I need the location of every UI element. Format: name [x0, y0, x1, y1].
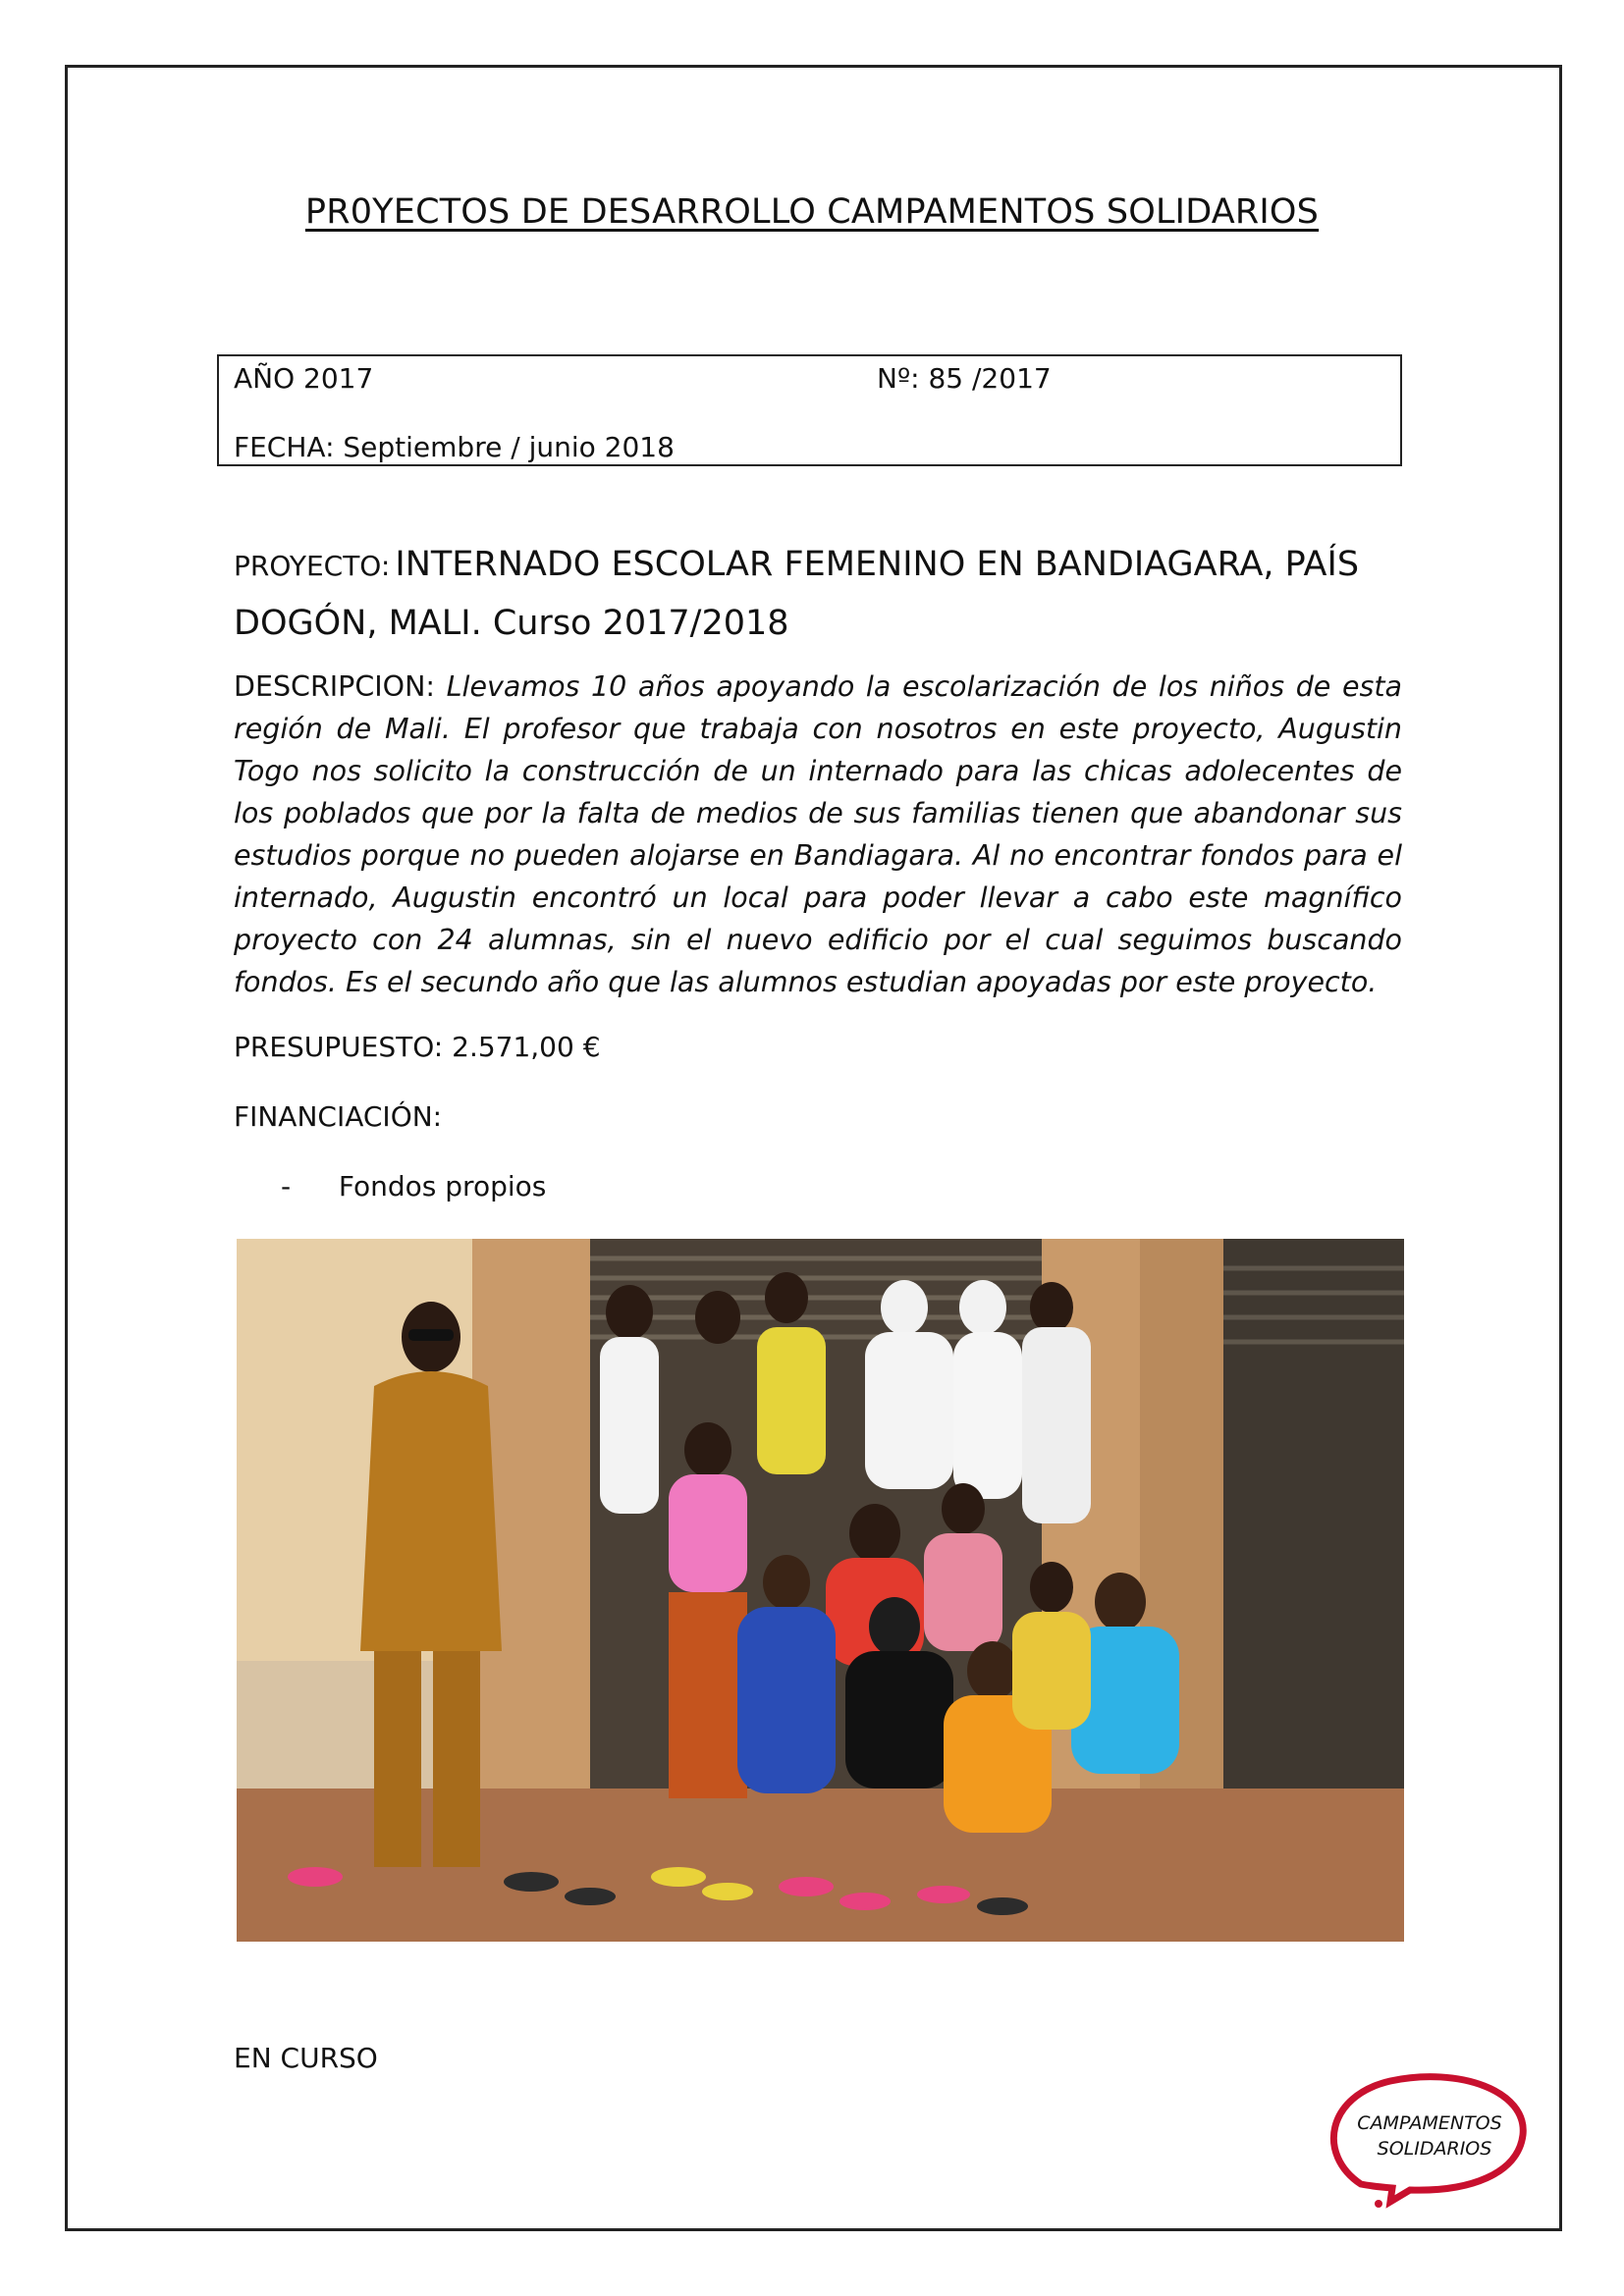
- document-title: PR0YECTOS DE DESARROLLO CAMPAMENTOS SOLIDARIOS: [304, 192, 1320, 232]
- project-name: INTERNADO ESCOLAR FEMENINO EN BANDIAGARA, PAÍS DOGÓN, MALI. Curso 2017/2018: [234, 545, 1360, 643]
- group-photo-illustration: [237, 1239, 1404, 1942]
- logo-mark: [1322, 2066, 1538, 2209]
- project-heading: [234, 538, 1402, 656]
- funding-bullet: -: [281, 1170, 292, 1202]
- group-photo: [237, 1239, 1404, 1942]
- description-paragraph: [234, 666, 1402, 1003]
- project-label: PROYECTO:: [234, 550, 391, 582]
- funding-list-item: [281, 1170, 546, 1202]
- description-text: Llevamos 10 años apoyando la escolarización de los niños de esta región de Mali. El profesor que trabaja con nosotros en este proyecto, Augustin Togo nos solicito la construcción de un internado para las chicas adolecentes de los poblados que por la falta de medios de sus familias tienen que abandonar sus estudios porque no pueden alojarse en Bandiagara. Al no encontrar fondos para el internado, Augustin encontró un local para poder llevar a cabo este magnífico proyecto con 24 alumnas, sin el nuevo edificio por el cual seguimos buscando fondos. Es el secundo año que las alumnos estudian apoyadas por este proyecto.: [234, 670, 1403, 998]
- meta-box: [217, 354, 1402, 466]
- funding-item-text: Fondos propios: [338, 1170, 547, 1202]
- meta-year: AÑO 2017: [234, 362, 374, 395]
- meta-number: Nº: 85 /2017: [877, 362, 1052, 395]
- budget-line: PRESUPUESTO: 2.571,00 €: [234, 1031, 601, 1063]
- description-label: DESCRIPCION:: [234, 670, 435, 703]
- logo-line2: SOLIDARIOS: [1377, 2138, 1492, 2160]
- meta-date: FECHA: Septiembre / junio 2018: [234, 431, 675, 463]
- project-status: EN CURSO: [234, 2042, 378, 2074]
- logo-line1: CAMPAMENTOS: [1357, 2112, 1502, 2134]
- financing-label: FINANCIACIÓN:: [234, 1100, 443, 1133]
- campamentos-solidarios-logo: [1322, 2066, 1538, 2209]
